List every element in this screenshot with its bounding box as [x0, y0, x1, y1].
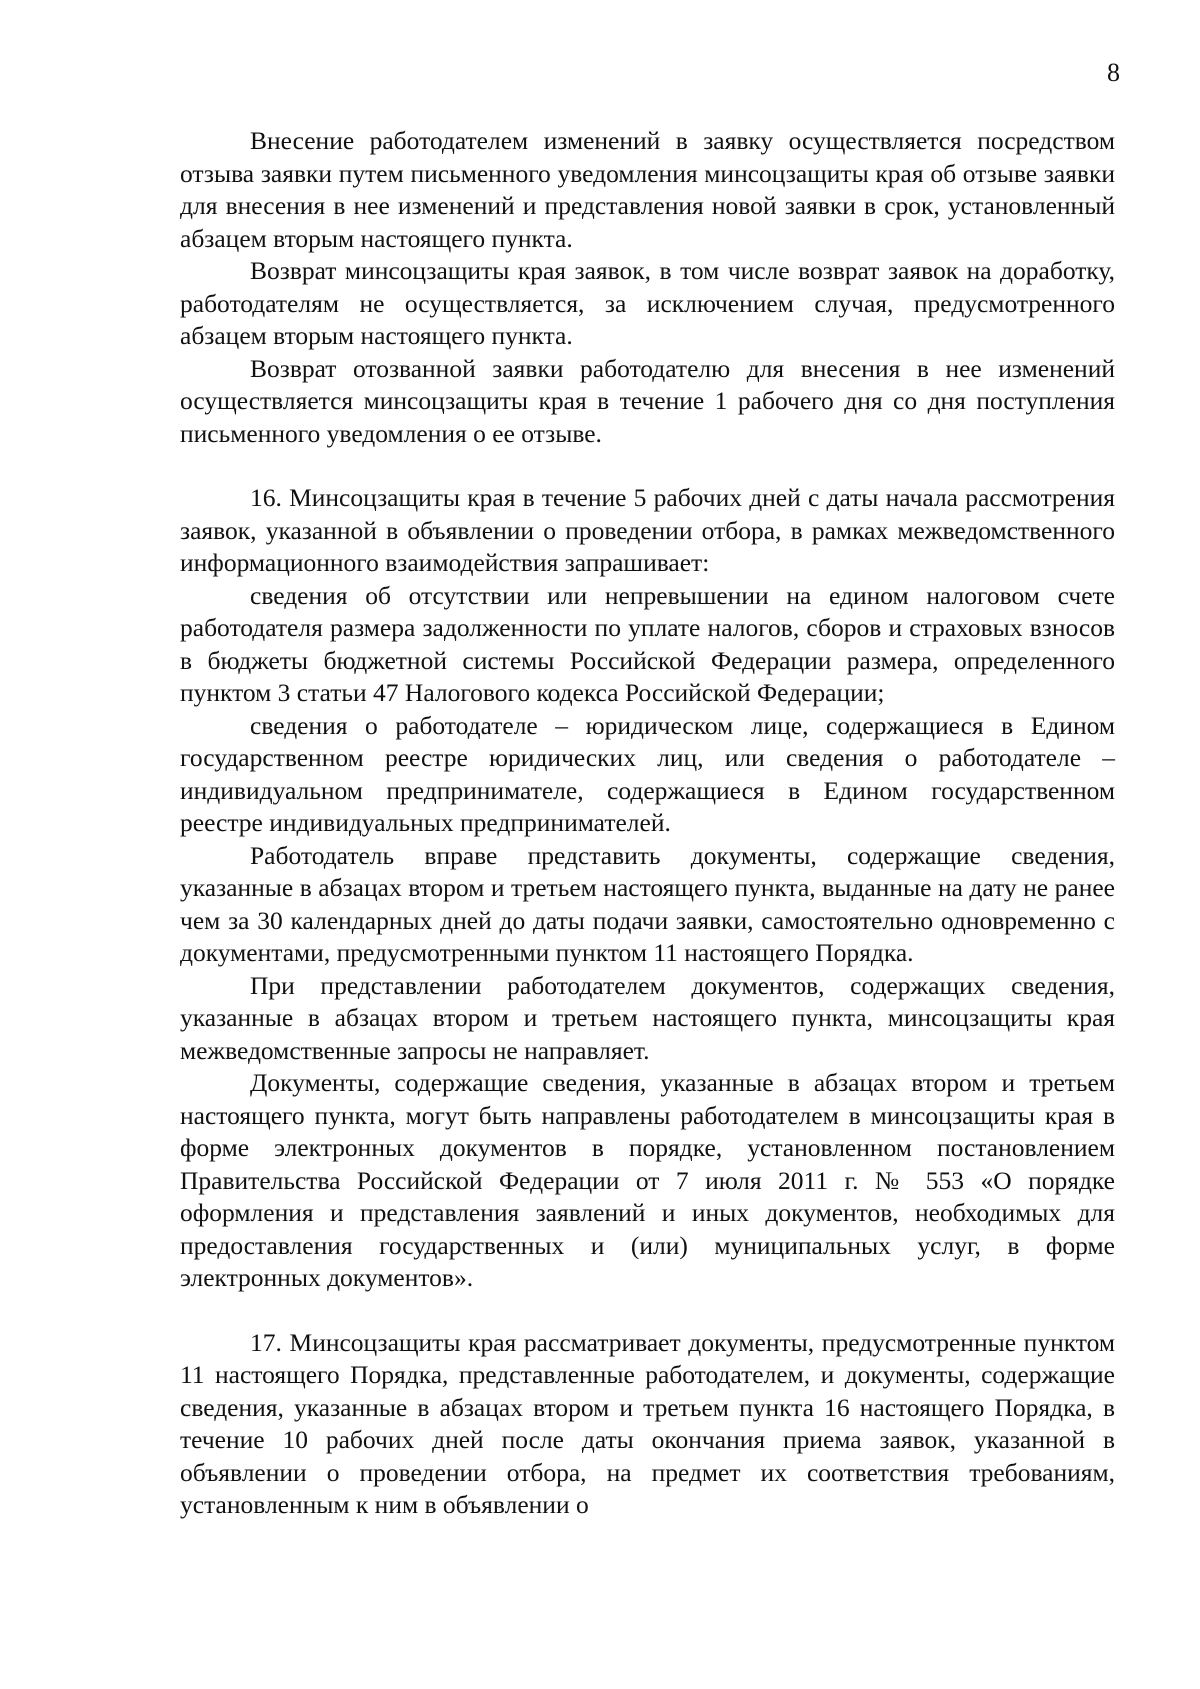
paragraph: Работодатель вправе представить документы, содержащие сведения, указанные в абзацах втором и третьем настоящего пункта, выданные на дату не ранее чем за 30 календарных дней до даты подачи заявки, самостоятельно одновременно с документами, предусмотренными пунктом 11 настоящего Порядка. — [180, 840, 1115, 967]
paragraph-section-16: 16. Минсоцзащиты края в течение 5 рабочих дней с даты начала рассмотрения заявок, указанной в объявлении о проведении отбора, в рамках межведомственного информационного взаимодействия запрашивает: — [180, 483, 1115, 577]
paragraph: Возврат минсоцзащиты края заявок, в том числе возврат заявок на доработку, работодателям не осуществляется, за исключением случая, предусмотренного абзацем вторым настоящего пункта. — [180, 256, 1115, 350]
paragraph: Документы, содержащие сведения, указанные в абзацах втором и третьем настоящего пункта, могут быть направлены работодателем в минсоцзащиты края в форме электронных документов в порядке, установленном постановлением Правительства Российской Федерации от 7 июля 2011 г. № 553 «О порядке оформления и представления заявлений и иных документов, необходимых для предоставления государственных и (или) муниципальных услуг, в форме электронных документов». — [180, 1068, 1115, 1292]
document-body — [180, 125, 1115, 1522]
paragraph: Возврат отозванной заявки работодателю для внесения в нее изменений осуществляется минсоцзащиты края в течение 1 рабочего дня со дня поступления письменного уведомления о ее отзыве. — [180, 353, 1115, 448]
paragraph: Внесение работодателем изменений в заявку осуществляется посредством отзыва заявки путем письменного уведомления минсоцзащиты края об отзыве заявки для внесения в нее изменений и представления новой заявки в срок, установленный абзацем вторым настоящего пункта. — [180, 126, 1115, 253]
paragraph: сведения об отсутствии или непревышении на едином налоговом счете работодателя размера задолженности по уплате налогов, сборов и страховых взносов в бюджеты бюджетной системы Российской Федерации размера, определенного пунктом 3 статьи 47 Налогового кодекса Российской Федерации; — [180, 580, 1115, 707]
paragraph-section-17: 17. Минсоцзащиты края рассматривает документы, предусмотренные пунктом 11 настоящего Порядка, представленные работодателем, и документы, содержащие сведения, указанные в абзацах втором и третьем пункта 16 настоящего Порядка, в течение 10 рабочих дней после даты окончания приема заявок, указанной в объявлении о проведении отбора, на предмет их соответствия требованиям, установленным к ним в объявлении о — [180, 1327, 1115, 1519]
paragraph: сведения о работодателе – юридическом лице, содержащиеся в Едином государственном реестре юридических лиц, или сведения о работодателе – индивидуальном предпринимателе, содержащиеся в Едином государственном реестре индивидуальных предпринимателей. — [180, 710, 1115, 837]
page-number: 8 — [1107, 58, 1120, 87]
paragraph: При представлении работодателем документов, содержащих сведения, указанные в абзацах втором и третьем настоящего пункта, минсоцзащиты края межведомственные запросы не направляет. — [180, 970, 1115, 1065]
